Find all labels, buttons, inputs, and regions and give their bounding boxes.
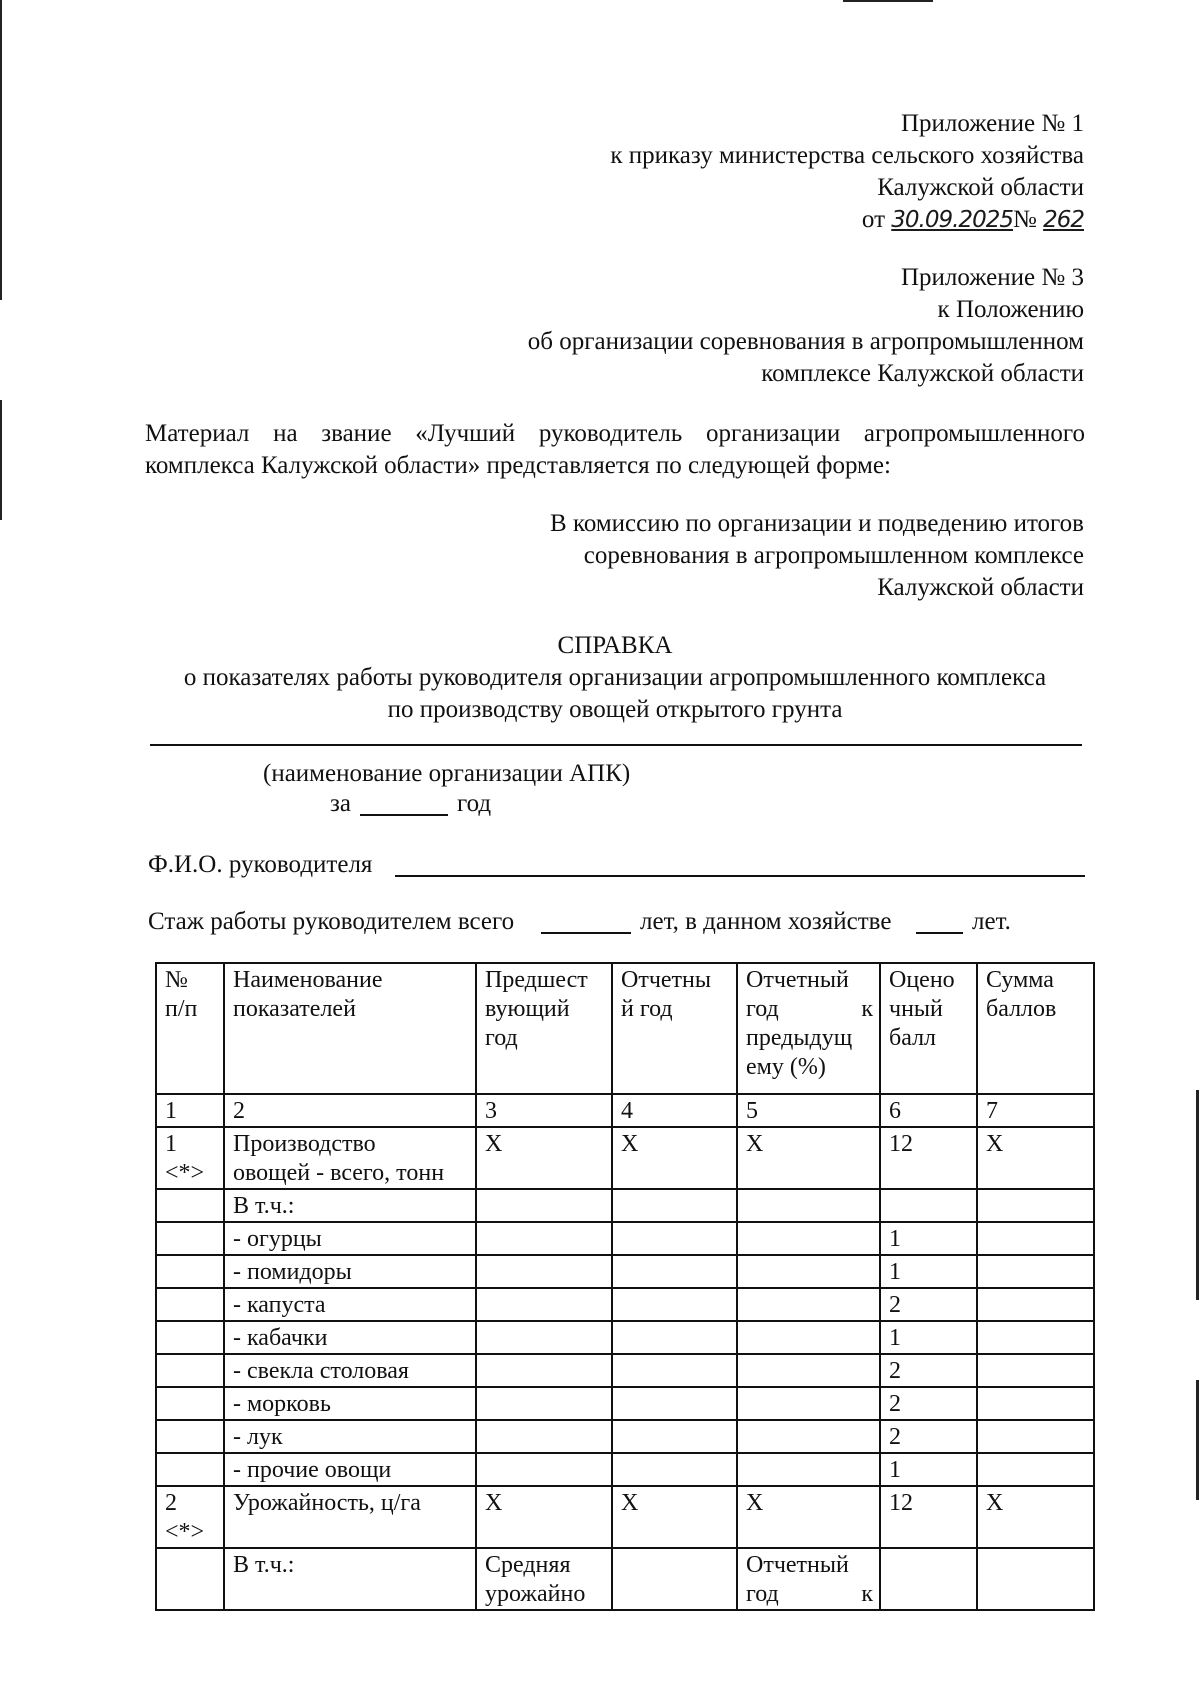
cell-score: 1 bbox=[880, 1453, 977, 1486]
header-number: № п/п bbox=[156, 963, 224, 1094]
handwritten-date: 30.09.2025 bbox=[891, 207, 1013, 233]
column-number: 5 bbox=[737, 1094, 880, 1127]
title-sub1: о показателях работы руководителя организации агропромышленного комплекса bbox=[183, 664, 1047, 691]
row-indicator: - капуста bbox=[224, 1288, 476, 1321]
handwritten-number: 262 bbox=[1043, 207, 1084, 233]
document-title bbox=[145, 630, 1085, 726]
cell-report-year: Х bbox=[612, 1486, 737, 1548]
appendix-3-line4: комплексе Калужской области bbox=[761, 360, 1084, 387]
header-indicator: Наименование показателей bbox=[224, 963, 476, 1094]
appendix-1-header bbox=[610, 108, 1084, 236]
cell-score: 1 bbox=[880, 1255, 977, 1288]
experience-farm-field[interactable] bbox=[916, 932, 963, 934]
row-indicator: В т.ч.: bbox=[224, 1189, 476, 1222]
scan-edge-mark bbox=[0, 0, 2, 300]
cell-report-year: Х bbox=[612, 1127, 737, 1189]
addressee-line3: Калужской области bbox=[877, 574, 1084, 601]
column-number: 6 bbox=[880, 1094, 977, 1127]
row-indicator: - морковь bbox=[224, 1387, 476, 1420]
title-sub2: по производству овощей открытого грунта bbox=[387, 696, 843, 723]
table-row-yield-including bbox=[156, 1548, 1094, 1610]
org-name-line[interactable] bbox=[150, 744, 1082, 746]
appendix-3-line2: к Положению bbox=[937, 296, 1084, 323]
cell-score: 1 bbox=[880, 1321, 977, 1354]
table-row bbox=[156, 1222, 1094, 1255]
appendix-1-title: Приложение № 1 bbox=[900, 110, 1084, 137]
title-main: СПРАВКА bbox=[557, 632, 673, 659]
cell-total-score: Х bbox=[977, 1127, 1094, 1189]
appendix-3-title: Приложение № 3 bbox=[900, 264, 1084, 291]
experience-total-field[interactable] bbox=[541, 932, 631, 934]
cell-score: 2 bbox=[880, 1288, 977, 1321]
column-number: 3 bbox=[476, 1094, 612, 1127]
row-indicator: Урожайность, ц/га bbox=[224, 1486, 476, 1548]
cell-total-score: Х bbox=[977, 1486, 1094, 1548]
appendix-1-date-line bbox=[610, 204, 1084, 236]
scan-top-line bbox=[843, 0, 933, 2]
cell-score: 1 bbox=[880, 1222, 977, 1255]
cell-score: 2 bbox=[880, 1420, 977, 1453]
appendix-3-line3: об организации соревнования в агропромышленном bbox=[527, 328, 1084, 355]
year-prefix: за bbox=[330, 790, 351, 817]
cell-score: 2 bbox=[880, 1354, 977, 1387]
column-number: 1 bbox=[156, 1094, 224, 1127]
header-score: Оцено чный балл bbox=[880, 963, 977, 1094]
experience-suffix: лет. bbox=[972, 908, 1011, 935]
column-number: 2 bbox=[224, 1094, 476, 1127]
table-row bbox=[156, 1288, 1094, 1321]
header-previous-year: Предшест вующий год bbox=[476, 963, 612, 1094]
row-indicator: - свекла столовая bbox=[224, 1354, 476, 1387]
table-row-including bbox=[156, 1189, 1094, 1222]
header-total-score: Сумма баллов bbox=[977, 963, 1094, 1094]
row-indicator: - огурцы bbox=[224, 1222, 476, 1255]
appendix-1-order: к приказу министерства сельского хозяйства bbox=[610, 142, 1084, 169]
number-sign: № bbox=[1012, 206, 1037, 233]
column-number-row bbox=[156, 1094, 1094, 1127]
appendix-3-header bbox=[528, 262, 1084, 390]
scan-edge-mark bbox=[1196, 1090, 1199, 1300]
intro-paragraph: Материал на звание «Лучший руководитель организации агропромышленного комплекса Калужской области» представляется по следующей форме: bbox=[145, 420, 1085, 479]
cell-report-vs-previous: Отчетный год к bbox=[737, 1548, 880, 1610]
table-row bbox=[156, 1420, 1094, 1453]
cell-score: 12 bbox=[880, 1127, 977, 1189]
appendix-1-region: Калужской области bbox=[877, 174, 1084, 201]
row-indicator: Производство овощей - всего, тонн bbox=[224, 1127, 476, 1189]
row-indicator: - лук bbox=[224, 1420, 476, 1453]
indicators-table bbox=[155, 962, 1095, 1611]
table-row-production bbox=[156, 1127, 1094, 1189]
table-row-yield bbox=[156, 1486, 1094, 1548]
year-suffix: год bbox=[457, 790, 492, 817]
scan-edge-mark bbox=[1196, 1380, 1199, 1500]
row-number: 2 <*> bbox=[156, 1486, 224, 1548]
table-header-row bbox=[156, 963, 1094, 1094]
head-name-field[interactable] bbox=[395, 875, 1085, 877]
table-row bbox=[156, 1453, 1094, 1486]
experience-prefix: Стаж работы руководителем всего bbox=[148, 908, 515, 935]
experience-middle: лет, в данном хозяйстве bbox=[640, 908, 892, 935]
row-indicator: - помидоры bbox=[224, 1255, 476, 1288]
header-report-year: Отчетны й год bbox=[612, 963, 737, 1094]
org-name-caption: (наименование организации АПК) bbox=[263, 760, 631, 787]
cell-report-vs-previous: Х bbox=[737, 1486, 880, 1548]
cell-report-vs-previous: Х bbox=[737, 1127, 880, 1189]
cell-previous-year: Х bbox=[476, 1127, 612, 1189]
row-indicator: В т.ч.: bbox=[224, 1548, 476, 1610]
date-prefix: от bbox=[861, 206, 886, 233]
cell-score: 2 bbox=[880, 1387, 977, 1420]
addressee-line1: В комиссию по организации и подведению итогов bbox=[550, 510, 1084, 537]
addressee-line2: соревнования в агропромышленном комплексе bbox=[583, 542, 1084, 569]
column-number: 7 bbox=[977, 1094, 1094, 1127]
table-row bbox=[156, 1387, 1094, 1420]
row-indicator: - прочие овощи bbox=[224, 1453, 476, 1486]
cell-average-yield: Средняя урожайно bbox=[476, 1548, 612, 1610]
scan-edge-mark bbox=[0, 400, 2, 520]
row-indicator: - кабачки bbox=[224, 1321, 476, 1354]
row-number: 1 <*> bbox=[156, 1127, 224, 1189]
column-number: 4 bbox=[612, 1094, 737, 1127]
table-row bbox=[156, 1255, 1094, 1288]
cell-score: 12 bbox=[880, 1486, 977, 1548]
table-row bbox=[156, 1321, 1094, 1354]
cell-previous-year: Х bbox=[476, 1486, 612, 1548]
addressee-block bbox=[550, 508, 1084, 604]
head-name-label: Ф.И.О. руководителя bbox=[148, 851, 373, 878]
year-field[interactable] bbox=[360, 814, 448, 816]
table-row bbox=[156, 1354, 1094, 1387]
header-report-vs-previous: Отчетный год к предыдущ ему (%) bbox=[737, 963, 880, 1094]
